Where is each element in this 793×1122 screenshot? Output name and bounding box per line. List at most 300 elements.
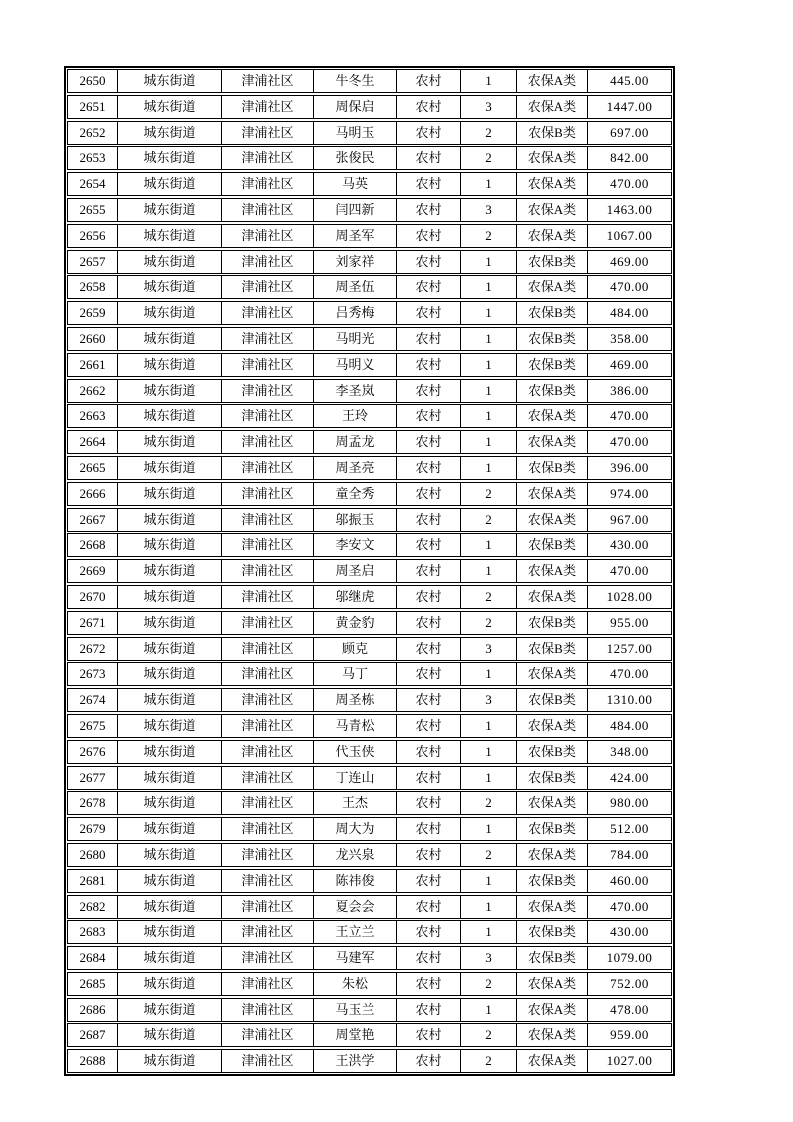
table-cell: 1: [460, 431, 516, 453]
table-cell: 784.00: [587, 844, 671, 866]
table-row: [67, 946, 672, 970]
table-cell: 农保B类: [516, 741, 587, 763]
table-cell: 城东街道: [117, 792, 221, 814]
table-cell: 城东街道: [117, 870, 221, 892]
table-cell: 2: [460, 122, 516, 144]
table-cell: 津浦社区: [221, 947, 313, 969]
table-row: [67, 146, 672, 170]
table-cell: 农村: [396, 251, 460, 273]
table-cell: 967.00: [587, 509, 671, 531]
table-cell: 城东街道: [117, 612, 221, 634]
table-cell: 2659: [79, 305, 106, 321]
table-cell: 农村: [396, 405, 460, 427]
table-cell: 1: [460, 354, 516, 376]
table-cell: 842.00: [587, 147, 671, 169]
table-row: [67, 327, 672, 351]
table-cell: 马建军: [313, 947, 396, 969]
table-cell: 邬继虎: [313, 586, 396, 608]
table-cell: 农保A类: [516, 586, 587, 608]
table-cell: 2681: [79, 872, 106, 888]
table-cell: 348.00: [587, 741, 671, 763]
table-cell: 津浦社区: [221, 302, 313, 324]
table-cell: 1: [460, 870, 516, 892]
table-cell: 津浦社区: [221, 173, 313, 195]
table-cell: 周圣伍: [313, 276, 396, 298]
table-cell: 闫四新: [313, 199, 396, 221]
table-cell: 2682: [79, 898, 106, 914]
table-cell: 津浦社区: [221, 818, 313, 840]
table-cell: 农保B类: [516, 638, 587, 660]
table-cell: 城东街道: [117, 302, 221, 324]
table-cell: 974.00: [587, 483, 671, 505]
table-cell: 农保B类: [516, 251, 587, 273]
table-cell: 城东街道: [117, 947, 221, 969]
table-row: [67, 895, 672, 919]
table-cell: 城东街道: [117, 663, 221, 685]
table-cell: 农保A类: [516, 96, 587, 118]
table-cell: 农村: [396, 122, 460, 144]
table-cell: 农保B类: [516, 870, 587, 892]
table-cell: 农村: [396, 999, 460, 1021]
table-cell: 478.00: [587, 999, 671, 1021]
table-cell: 农村: [396, 534, 460, 556]
table-cell: 丁连山: [313, 767, 396, 789]
table-cell: 2675: [79, 717, 106, 733]
table-cell: 386.00: [587, 380, 671, 402]
table-cell: 城东街道: [117, 586, 221, 608]
table-row: [67, 1049, 672, 1073]
table-cell: 城东街道: [117, 354, 221, 376]
table-cell: 津浦社区: [221, 1050, 313, 1072]
table-row: [67, 404, 672, 428]
table-cell: 津浦社区: [221, 534, 313, 556]
table-row: [67, 1023, 672, 1047]
table-cell: 马明光: [313, 328, 396, 350]
table-cell: 津浦社区: [221, 328, 313, 350]
table-cell: 2671: [79, 614, 106, 630]
table-cell: 城东街道: [117, 973, 221, 995]
table-cell: 2: [460, 792, 516, 814]
table-cell: 周孟龙: [313, 431, 396, 453]
table-cell: 李圣岚: [313, 380, 396, 402]
table-cell: 1: [460, 70, 516, 92]
table-cell: 460.00: [587, 870, 671, 892]
table-cell: 1: [460, 173, 516, 195]
table-cell: 农保B类: [516, 921, 587, 943]
table-cell: 2680: [79, 846, 106, 862]
table-cell: 2661: [79, 356, 106, 372]
table-cell: 城东街道: [117, 999, 221, 1021]
table-cell: 3: [460, 689, 516, 711]
table-cell: 周保启: [313, 96, 396, 118]
table-row: [67, 920, 672, 944]
table-cell: 752.00: [587, 973, 671, 995]
table-cell: 农村: [396, 663, 460, 685]
table-cell: 城东街道: [117, 896, 221, 918]
table-row: [67, 740, 672, 764]
table-cell: 城东街道: [117, 276, 221, 298]
table-cell: 1: [460, 560, 516, 582]
table-cell: 吕秀梅: [313, 302, 396, 324]
table-cell: 农村: [396, 767, 460, 789]
table-cell: 980.00: [587, 792, 671, 814]
table-cell: 农保B类: [516, 380, 587, 402]
table-cell: 邬振玉: [313, 509, 396, 531]
table-cell: 周圣栋: [313, 689, 396, 711]
table-cell: 津浦社区: [221, 483, 313, 505]
table-cell: 农村: [396, 844, 460, 866]
table-row: [67, 585, 672, 609]
table-cell: 农保A类: [516, 1024, 587, 1046]
table-cell: 津浦社区: [221, 147, 313, 169]
table-cell: 2683: [79, 924, 106, 940]
table-cell: 697.00: [587, 122, 671, 144]
table-cell: 津浦社区: [221, 612, 313, 634]
table-row: [67, 998, 672, 1022]
table-cell: 龙兴泉: [313, 844, 396, 866]
table-cell: 津浦社区: [221, 741, 313, 763]
table-cell: 2651: [79, 98, 106, 114]
table-row: [67, 121, 672, 145]
table-cell: 农保A类: [516, 1050, 587, 1072]
table-cell: 农保B类: [516, 122, 587, 144]
table-cell: 424.00: [587, 767, 671, 789]
table-cell: 农保B类: [516, 818, 587, 840]
table-cell: 1: [460, 741, 516, 763]
table-cell: 农村: [396, 896, 460, 918]
table-cell: 农村: [396, 870, 460, 892]
table-cell: 王杰: [313, 792, 396, 814]
table-row: [67, 95, 672, 119]
table-cell: 津浦社区: [221, 689, 313, 711]
table-cell: 3: [460, 638, 516, 660]
table-cell: 城东街道: [117, 225, 221, 247]
table-cell: 2: [460, 973, 516, 995]
table-cell: 445.00: [587, 70, 671, 92]
table-cell: 2674: [79, 692, 106, 708]
table-cell: 1: [460, 405, 516, 427]
table-cell: 夏会会: [313, 896, 396, 918]
table-cell: 农村: [396, 973, 460, 995]
table-cell: 农保B类: [516, 767, 587, 789]
table-cell: 牛冬生: [313, 70, 396, 92]
table-cell: 农村: [396, 457, 460, 479]
table-cell: 农保A类: [516, 973, 587, 995]
table-cell: 城东街道: [117, 147, 221, 169]
table-cell: 津浦社区: [221, 96, 313, 118]
table-cell: 农保A类: [516, 225, 587, 247]
table-cell: 1: [460, 276, 516, 298]
table-cell: 津浦社区: [221, 276, 313, 298]
table-cell: 农村: [396, 947, 460, 969]
table-cell: 2670: [79, 588, 106, 604]
table-cell: 农保A类: [516, 715, 587, 737]
table-cell: 农村: [396, 276, 460, 298]
table-cell: 马英: [313, 173, 396, 195]
table-cell: 城东街道: [117, 767, 221, 789]
table-cell: 周圣军: [313, 225, 396, 247]
table-cell: 农村: [396, 354, 460, 376]
table-cell: 城东街道: [117, 534, 221, 556]
table-cell: 张俊民: [313, 147, 396, 169]
table-cell: 2658: [79, 279, 106, 295]
table-cell: 2685: [79, 975, 106, 991]
table-cell: 津浦社区: [221, 715, 313, 737]
table-cell: 1: [460, 715, 516, 737]
table-cell: 津浦社区: [221, 380, 313, 402]
table-cell: 1079.00: [587, 947, 671, 969]
table-cell: 农村: [396, 302, 460, 324]
table-cell: 470.00: [587, 405, 671, 427]
table-cell: 2657: [79, 253, 106, 269]
table-cell: 396.00: [587, 457, 671, 479]
table-cell: 津浦社区: [221, 663, 313, 685]
table-cell: 2: [460, 147, 516, 169]
table-cell: 顾克: [313, 638, 396, 660]
table-cell: 2: [460, 1024, 516, 1046]
table-cell: 2673: [79, 666, 106, 682]
table-cell: 470.00: [587, 173, 671, 195]
table-cell: 津浦社区: [221, 586, 313, 608]
table-cell: 农保B类: [516, 457, 587, 479]
table-cell: 陈祎俊: [313, 870, 396, 892]
table-cell: 1: [460, 251, 516, 273]
table-cell: 1447.00: [587, 96, 671, 118]
table-cell: 430.00: [587, 534, 671, 556]
table-cell: 马青松: [313, 715, 396, 737]
table-row: [67, 559, 672, 583]
table-cell: 城东街道: [117, 122, 221, 144]
table-row: [67, 972, 672, 996]
table-cell: 王洪学: [313, 1050, 396, 1072]
table-cell: 农村: [396, 70, 460, 92]
table-cell: 城东街道: [117, 921, 221, 943]
table-cell: 2664: [79, 434, 106, 450]
table-cell: 黄金豹: [313, 612, 396, 634]
table-cell: 512.00: [587, 818, 671, 840]
table-cell: 农村: [396, 792, 460, 814]
table-cell: 城东街道: [117, 173, 221, 195]
table-cell: 马玉兰: [313, 999, 396, 1021]
table-cell: 津浦社区: [221, 70, 313, 92]
table-cell: 城东街道: [117, 509, 221, 531]
table-cell: 津浦社区: [221, 560, 313, 582]
table-cell: 农村: [396, 225, 460, 247]
table-cell: 王立兰: [313, 921, 396, 943]
table-cell: 2676: [79, 743, 106, 759]
table-cell: 1310.00: [587, 689, 671, 711]
table-cell: 农村: [396, 560, 460, 582]
table-cell: 农保A类: [516, 405, 587, 427]
table-cell: 津浦社区: [221, 767, 313, 789]
table-cell: 农保A类: [516, 663, 587, 685]
benefits-table: [64, 66, 675, 1076]
table-cell: 农村: [396, 483, 460, 505]
table-cell: 马明玉: [313, 122, 396, 144]
table-cell: 城东街道: [117, 380, 221, 402]
table-row: [67, 224, 672, 248]
table-cell: 城东街道: [117, 405, 221, 427]
table-cell: 2655: [79, 201, 106, 217]
table-cell: 马明义: [313, 354, 396, 376]
table-cell: 1: [460, 921, 516, 943]
table-row: [67, 430, 672, 454]
table-cell: 农村: [396, 921, 460, 943]
table-cell: 农保A类: [516, 276, 587, 298]
table-cell: 农村: [396, 715, 460, 737]
table-cell: 农村: [396, 741, 460, 763]
table-cell: 津浦社区: [221, 792, 313, 814]
table-cell: 津浦社区: [221, 844, 313, 866]
table-row: [67, 611, 672, 635]
table-cell: 城东街道: [117, 715, 221, 737]
table-row: [67, 198, 672, 222]
table-row: [67, 817, 672, 841]
table-cell: 1: [460, 457, 516, 479]
table-row: [67, 766, 672, 790]
table-cell: 1463.00: [587, 199, 671, 221]
table-cell: 2652: [79, 124, 106, 140]
table-cell: 1: [460, 896, 516, 918]
table-cell: 朱松: [313, 973, 396, 995]
table-row: [67, 456, 672, 480]
table-cell: 农保A类: [516, 147, 587, 169]
table-cell: 城东街道: [117, 560, 221, 582]
table-cell: 农村: [396, 638, 460, 660]
table-cell: 1: [460, 328, 516, 350]
table-cell: 津浦社区: [221, 251, 313, 273]
table-cell: 1: [460, 767, 516, 789]
table-cell: 2660: [79, 330, 106, 346]
table-cell: 农村: [396, 147, 460, 169]
table-cell: 1: [460, 999, 516, 1021]
table-cell: 城东街道: [117, 328, 221, 350]
table-cell: 430.00: [587, 921, 671, 943]
table-cell: 津浦社区: [221, 999, 313, 1021]
table-row: [67, 843, 672, 867]
table-cell: 农村: [396, 199, 460, 221]
table-cell: 1257.00: [587, 638, 671, 660]
table-cell: 484.00: [587, 715, 671, 737]
table-cell: 周大为: [313, 818, 396, 840]
table-cell: 农村: [396, 1024, 460, 1046]
table-cell: 城东街道: [117, 844, 221, 866]
table-cell: 1: [460, 663, 516, 685]
table-row: [67, 379, 672, 403]
table-cell: 农保A类: [516, 509, 587, 531]
table-cell: 2653: [79, 150, 106, 166]
table-cell: 470.00: [587, 431, 671, 453]
table-cell: 津浦社区: [221, 225, 313, 247]
table-cell: 2667: [79, 511, 106, 527]
table-cell: 农村: [396, 173, 460, 195]
table-cell: 470.00: [587, 896, 671, 918]
table-cell: 3: [460, 96, 516, 118]
table-cell: 2650: [79, 73, 106, 88]
table-cell: 农村: [396, 380, 460, 402]
table-row: [67, 688, 672, 712]
table-cell: 李安文: [313, 534, 396, 556]
table-cell: 津浦社区: [221, 870, 313, 892]
table-cell: 津浦社区: [221, 509, 313, 531]
table-cell: 城东街道: [117, 483, 221, 505]
table-cell: 484.00: [587, 302, 671, 324]
table-cell: 农村: [396, 612, 460, 634]
table-cell: 农保A类: [516, 173, 587, 195]
table-cell: 2677: [79, 769, 106, 785]
table-cell: 2687: [79, 1027, 106, 1043]
table-row: [67, 714, 672, 738]
table-row: [67, 172, 672, 196]
table-cell: 农保B类: [516, 302, 587, 324]
table-row: [67, 508, 672, 532]
table-cell: 469.00: [587, 251, 671, 273]
table-cell: 农保A类: [516, 896, 587, 918]
table-cell: 2672: [79, 640, 106, 656]
table-cell: 1028.00: [587, 586, 671, 608]
table-cell: 农村: [396, 689, 460, 711]
table-cell: 2665: [79, 459, 106, 475]
table-cell: 1067.00: [587, 225, 671, 247]
table-row: [67, 637, 672, 661]
table-row: [67, 869, 672, 893]
table-row: [67, 250, 672, 274]
table-cell: 王玲: [313, 405, 396, 427]
table-cell: 城东街道: [117, 741, 221, 763]
table-cell: 2: [460, 509, 516, 531]
table-cell: 2666: [79, 485, 106, 501]
table-cell: 津浦社区: [221, 431, 313, 453]
table-cell: 津浦社区: [221, 896, 313, 918]
table-cell: 农保B类: [516, 689, 587, 711]
table-cell: 2: [460, 586, 516, 608]
table-row: [67, 482, 672, 506]
table-cell: 津浦社区: [221, 921, 313, 943]
table-cell: 农保B类: [516, 328, 587, 350]
table-cell: 农保B类: [516, 612, 587, 634]
table-cell: 2: [460, 483, 516, 505]
table-cell: 2: [460, 612, 516, 634]
table-cell: 1: [460, 534, 516, 556]
table-cell: 周圣启: [313, 560, 396, 582]
table-cell: 周圣亮: [313, 457, 396, 479]
table-cell: 959.00: [587, 1024, 671, 1046]
table-cell: 城东街道: [117, 457, 221, 479]
table-cell: 2684: [79, 950, 106, 966]
table-cell: 1: [460, 818, 516, 840]
table-cell: 农保A类: [516, 844, 587, 866]
table-cell: 城东街道: [117, 1024, 221, 1046]
table-cell: 农村: [396, 818, 460, 840]
table-cell: 周堂艳: [313, 1024, 396, 1046]
table-cell: 农村: [396, 96, 460, 118]
table-cell: 城东街道: [117, 431, 221, 453]
table-cell: 农保A类: [516, 483, 587, 505]
table-cell: 城东街道: [117, 251, 221, 273]
table-cell: 刘家祥: [313, 251, 396, 273]
table-cell: 农村: [396, 586, 460, 608]
table-cell: 2663: [79, 408, 106, 424]
table-cell: 马丁: [313, 663, 396, 685]
table-cell: 农村: [396, 328, 460, 350]
table-cell: 津浦社区: [221, 199, 313, 221]
table-cell: 城东街道: [117, 70, 221, 92]
table-cell: 津浦社区: [221, 973, 313, 995]
table-cell: 358.00: [587, 328, 671, 350]
table-cell: 城东街道: [117, 689, 221, 711]
table-cell: 2654: [79, 176, 106, 192]
table-cell: 农保B类: [516, 947, 587, 969]
